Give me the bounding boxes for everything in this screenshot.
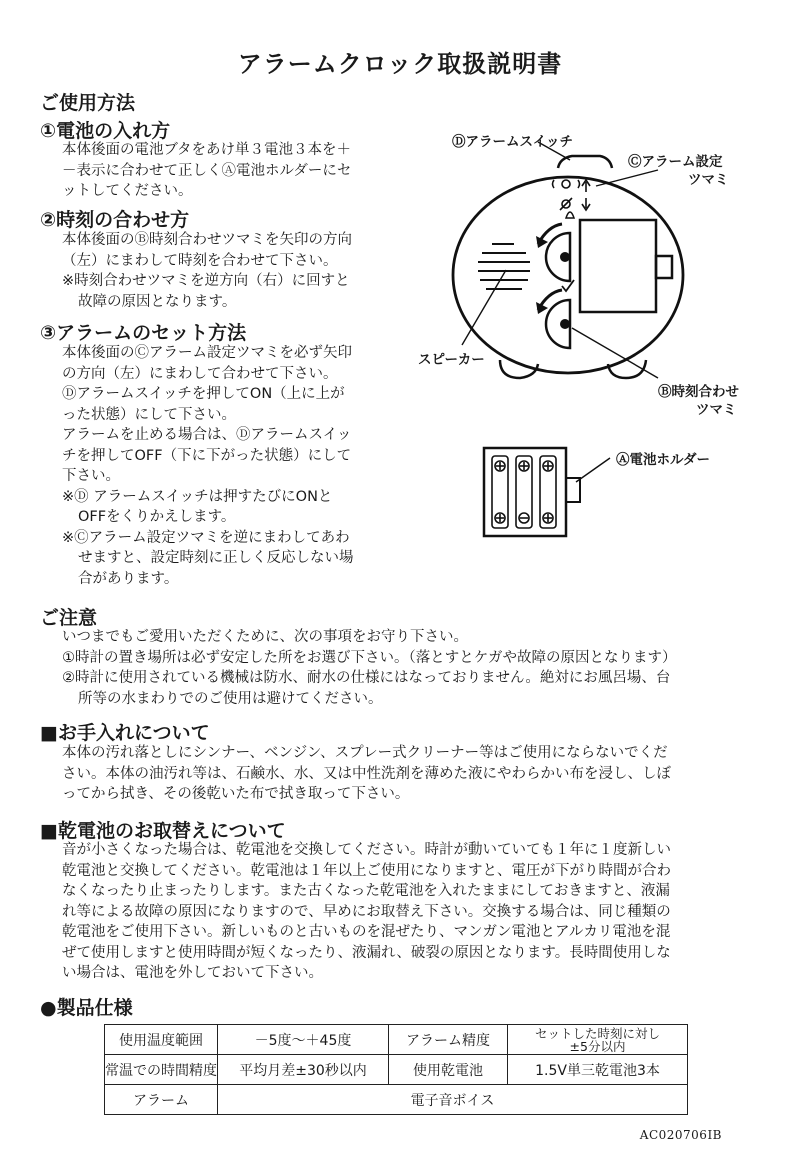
bell-icon [566,212,574,218]
alarm-knob-center [560,252,570,262]
text-line: ①時計の置き場所は必ず安定した所をお選び下さい。（落とすとケガや故障の原因となります） [62,649,677,666]
text-line: （左）にまわして時刻を合わせて下さい。 [62,252,338,269]
text-line: さい。本体の油汚れ等は、石鹸水、水、又は中性洗剤を薄めた液にやわらかい布を浸し、しぼ [62,765,671,782]
label-speaker: スピーカー [418,352,485,368]
note-line: ※時刻合わせツマミを逆方向（右）に回すと [62,273,350,289]
battery-replace-heading: ■乾電池のお取替えについて [40,820,286,842]
table-cell: 電子音ボイス [218,1085,688,1115]
text-line: 本体の汚れ落としにシンナー、ベンジン、スプレー式クリーナー等はご使用にならないでくだ [62,745,668,761]
battery-cover-shape [580,220,656,312]
text-line: れ等による故障の原因になりますので、早めにお取替え下さい。交換する場合は、同じ種類の [62,903,671,920]
page-title: アラームクロック取扱説明書 [237,50,563,78]
table-cell: 平均月差±30秒以内 [218,1055,389,1085]
text-line: ②時計に使用されている機械は防水、耐水の仕様にはなっておりません。絶対にお風呂場、台 [62,670,671,686]
note-line: 合があります。 [78,570,179,587]
label-alarm-knob: Ⓒアラーム設定 [628,154,723,170]
right-foot-shape [608,360,646,378]
text-line: 本体後面の電池ブタをあけ単３電池３本を＋ [62,142,351,158]
caution-text [62,627,676,709]
caution-heading: ご注意 [40,607,98,629]
text-line: ぜて使用しますと使用時間が短くなったり、液漏れ、破裂の原因となります。長時間使用しな [62,944,671,961]
text-line: 下さい。 [62,468,120,484]
text-line: 乾電池をご使用下さい。新しいものと古いものを混ぜたり、マンガン電池とアルカリ電池を混 [62,924,671,940]
table-row [105,1085,688,1115]
time-knob-center [560,319,570,329]
note-line: ※Ⓒアラーム設定ツマミを逆にまわしてあわ [62,529,350,546]
document-code: AC020706IB [639,1128,722,1142]
table-cell: アラーム [105,1085,218,1115]
spec-table [104,1024,688,1115]
text-line: ットしてください。 [62,183,193,199]
text-line: 本体後面のⒸアラーム設定ツマミを必ず矢印 [62,345,352,361]
text-line: 乾電池と交換してください。乾電池は１年以上ご使用になりますと、電圧が下がり時間が合わ [62,862,671,879]
text-line: った状態）にして下さい。 [62,406,236,423]
battery-holder-tab [566,478,580,502]
switch-indicator-shapes [553,180,591,210]
table-cell [508,1025,688,1055]
table-cell-line: セットした時刻に対し [534,1025,660,1041]
cover-tab-shape [656,256,672,278]
text-line: アラームを止める場合は、Ⓓアラームスイッ [62,427,352,443]
usage-heading: ご使用方法 [40,92,136,114]
note-line: せますと、設定時刻に正しく反応しない場 [78,550,354,566]
table-cell: 使用温度範囲 [105,1025,218,1055]
battery-replace-text [62,840,671,984]
label-alarm-knob-2: ツマミ [688,172,729,188]
text-line: い場合は、電池を外しておいて下さい。 [62,965,323,981]
table-row [105,1025,688,1055]
note-line: ※Ⓓ アラームスイッチは押すたびにONと [62,488,333,505]
label-battery-holder: Ⓐ電池ホルダー [616,452,710,468]
table-cell: 使用乾電池 [389,1055,508,1085]
time-heading: ②時刻の合わせ方 [40,209,190,231]
battery-cells-shapes [492,456,556,528]
table-cell: 1.5V単三乾電池3本 [508,1055,688,1085]
care-text [62,743,671,805]
spec-heading: ●製品仕様 [40,997,133,1019]
care-heading: ■お手入れについて [40,722,210,744]
text-line: チを押してOFF（下に下がった状態）にして [62,447,352,464]
text-line: 所等の水まわりでのご使用は避けてください。 [78,690,383,707]
battery-text [62,140,351,202]
text-line: Ⓓアラームスイッチを押してON（上に上が [62,386,345,402]
note-line: OFFをくりかえします。 [78,509,236,525]
label-time-knob-2: ツマミ [696,402,737,418]
table-cell-line: ±5分以内 [569,1038,626,1054]
speaker-grille-shape [478,244,530,289]
table-cell: 常温での時間精度 [105,1055,218,1085]
alarm-heading: ③アラームのセット方法 [40,322,247,344]
text-line: いつまでもご愛用いただくために、次の事項をお守り下さい。 [62,629,468,645]
alarm-text [62,343,354,589]
text-line: ってから拭き、その後乾いた布で拭き取って下さい。 [62,786,410,802]
time-text [62,230,352,312]
text-line: －表示に合わせて正しくⒶ電池ホルダーにセ [62,162,352,179]
text-line: 本体後面のⒷ時刻合わせツマミを矢印の方向 [62,232,352,248]
text-line: 音が小さくなった場合は、乾電池を交換してください。時計が動いていても１年に１度新しい [62,842,671,858]
label-alarm-switch: Ⓓアラームスイッチ [452,134,573,150]
note-line: 故障の原因となります。 [78,293,237,310]
text-line: の方向（左）にまわして合わせて下さい。 [62,365,338,382]
label-time-knob: Ⓑ時刻合わせ [658,384,739,400]
table-row [105,1055,688,1085]
text-line: なくなったり止まったりします。また古くなった乾電池を入れたままにしておきますと、液漏 [62,883,670,899]
table-cell: アラーム精度 [389,1025,508,1055]
battery-heading: ①電池の入れ方 [40,120,171,142]
table-cell: －5度～＋45度 [218,1025,389,1055]
clock-body-shape [453,177,683,373]
